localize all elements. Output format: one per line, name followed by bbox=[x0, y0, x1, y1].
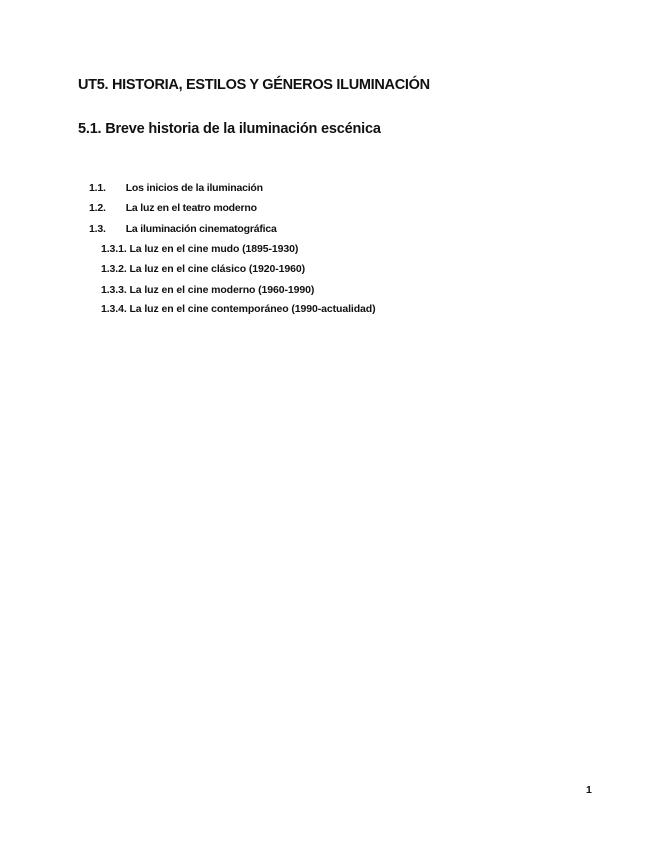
toc-item-number: 1.3. bbox=[89, 223, 106, 235]
toc-subitem: 1.3.4. La luz en el cine contemporáneo (1990-actualidad) bbox=[101, 303, 376, 315]
section-heading: 5.1. Breve historia de la iluminación escénica bbox=[78, 121, 381, 137]
toc-subitem: 1.3.1. La luz en el cine mudo (1895-1930) bbox=[101, 243, 299, 255]
toc-item bbox=[89, 182, 263, 194]
document-title: UT5. HISTORIA, ESTILOS Y GÉNEROS ILUMINACIÓN bbox=[78, 77, 430, 93]
toc-item-number: 1.2. bbox=[89, 202, 106, 214]
toc-item-number: 1.1. bbox=[89, 182, 106, 194]
toc-subitem: 1.3.3. La luz en el cine moderno (1960-1990) bbox=[101, 284, 315, 296]
toc-item-label: La luz en el teatro moderno bbox=[125, 202, 257, 214]
toc-item bbox=[89, 202, 257, 214]
toc-item-label: Los inicios de la iluminación bbox=[125, 182, 263, 194]
toc-item-label: La iluminación cinematográfica bbox=[125, 223, 277, 235]
page-number: 1 bbox=[586, 784, 592, 796]
toc-item bbox=[89, 223, 277, 235]
toc-subitem: 1.3.2. La luz en el cine clásico (1920-1960) bbox=[101, 263, 305, 275]
